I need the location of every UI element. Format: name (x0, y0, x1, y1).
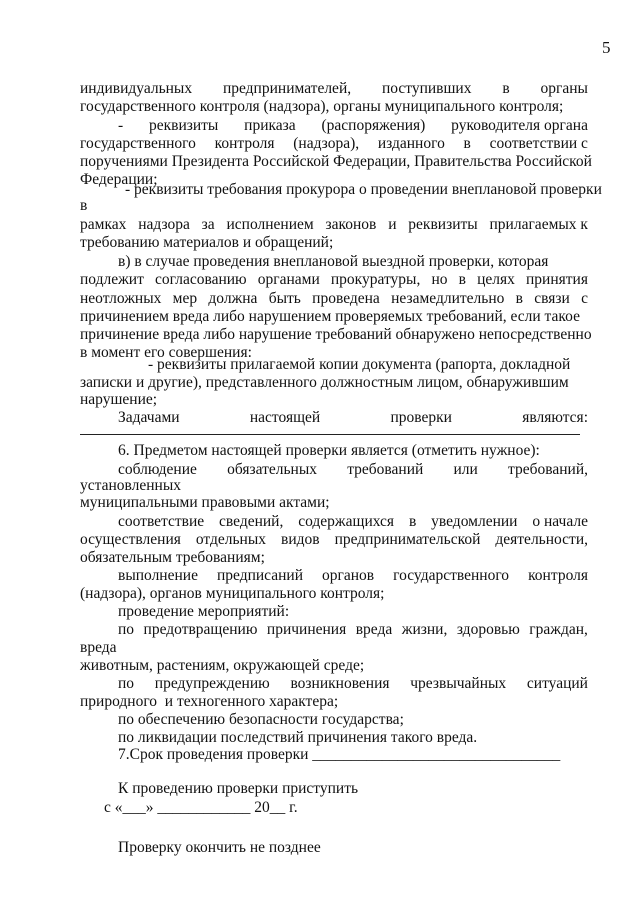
text-line (80, 271, 588, 289)
text-word: по (118, 675, 135, 692)
text-word: о начале (532, 513, 588, 530)
text-word: предпринимателей, (222, 80, 352, 97)
text-word: деятельности, (495, 531, 588, 548)
text-word: в (463, 135, 471, 152)
text-word: содержащихся (298, 513, 395, 530)
text-word: руководителя органа (451, 117, 588, 134)
text-word: быть (268, 290, 301, 307)
text-line: причинением вреда либо нарушением проверяемых требований, если такое (80, 308, 580, 325)
text-word: контроля (528, 567, 588, 584)
text-line: установленных (80, 477, 181, 494)
text-word: вреда (355, 621, 393, 638)
text-word: государственного (80, 135, 196, 152)
text-word: в (458, 271, 466, 288)
text-line: в) в случае проведения внеплановой выездной проверки, которая (118, 253, 549, 270)
text-word: ситуаций (526, 675, 588, 692)
text-word: должна (208, 290, 258, 307)
text-line (118, 567, 588, 585)
text-line: - реквизиты требования прокурора о проведении внеплановой проверки (125, 181, 602, 198)
text-line: К проведению проверки приступить (118, 780, 359, 797)
text-line: нарушение; (80, 391, 158, 408)
text-word: уведомлении (431, 513, 518, 530)
text-word: граждан, (529, 621, 588, 638)
text-line: муниципальными правовыми актами; (80, 494, 330, 511)
text-word: целях (477, 271, 515, 288)
text-word: приказа (244, 117, 296, 134)
text-line (80, 290, 588, 308)
text-word: причинения (266, 621, 347, 638)
text-word: надзора (138, 216, 190, 233)
text-word: но (431, 271, 448, 288)
text-word: выполнение (118, 567, 198, 584)
text-word: по (118, 621, 135, 638)
text-word: отдельных (195, 531, 267, 548)
text-line (118, 117, 588, 135)
text-word: неотложных (80, 290, 162, 307)
text-line: вреда (80, 639, 117, 656)
text-word: прокуратуры, (330, 271, 421, 288)
text-word: реквизиты (408, 216, 478, 233)
text-line (80, 135, 588, 153)
text-word: соблюдение (118, 461, 197, 478)
text-line: проведение мероприятий: (118, 603, 290, 620)
text-word: поступивших (381, 80, 472, 97)
text-word: Задачами (118, 409, 180, 426)
text-line (118, 513, 588, 531)
text-word: являются: (522, 409, 588, 426)
text-line: причинение вреда либо нарушение требований обнаружено непосредственно (80, 326, 592, 343)
text-word: предупреждению (154, 675, 270, 692)
text-line: требованию материалов и обращений; (80, 234, 334, 251)
text-line: по ликвидации последствий причинения такого вреда. (118, 729, 478, 746)
text-word: мер (172, 290, 198, 307)
text-word: законов (325, 216, 377, 233)
text-line: 6. Предметом настоящей проверки является (отметить нужное): (118, 442, 540, 459)
text-word: сведений, (219, 513, 284, 530)
text-word: соответствие (118, 513, 205, 530)
text-word: органами (257, 271, 320, 288)
text-word: исполнением (226, 216, 314, 233)
text-line: (надзора), органов муниципального контроля; (80, 585, 385, 602)
text-word: изданного (377, 135, 445, 152)
text-word: - (118, 117, 124, 134)
text-line: в момент его совершения: (80, 344, 252, 361)
text-word: и (388, 216, 397, 233)
blank-line (80, 434, 580, 435)
text-line (80, 80, 588, 98)
text-word: в (515, 290, 523, 307)
text-line: животным, растениям, окружающей среде; (80, 657, 365, 674)
text-word: с (581, 290, 588, 307)
text-line (80, 531, 588, 549)
text-word: требований, (508, 461, 588, 478)
text-word: возникновения (290, 675, 390, 692)
text-word: связи (534, 290, 570, 307)
text-line: записки и другие), представленного должностным лицом, обнаружившим (80, 374, 569, 391)
text-word: требований (347, 461, 424, 478)
text-word: чрезвычайных (410, 675, 507, 692)
text-word: за (201, 216, 215, 233)
text-line: в (80, 197, 88, 214)
text-word: обязательных (227, 461, 317, 478)
text-word: согласованию (155, 271, 247, 288)
text-word: в (502, 80, 510, 97)
text-word: (распоряжения) (321, 117, 426, 134)
text-line: - реквизиты прилагаемой копии документа (рапорта, докладной (148, 356, 571, 373)
text-word: в (408, 513, 417, 530)
text-line (80, 216, 588, 234)
page-number: 5 (602, 38, 611, 57)
text-line: государственного контроля (надзора), органы муниципального контроля; (80, 98, 564, 115)
text-word: подлежит (80, 271, 144, 288)
text-line (118, 461, 588, 479)
text-word: контроля (214, 135, 275, 152)
text-word: видов (281, 531, 320, 548)
text-word: государственного (393, 567, 510, 584)
text-word: предотвращению (143, 621, 258, 638)
text-word: жизни, (401, 621, 448, 638)
text-word: органов (322, 567, 375, 584)
text-line: Проверку окончить не позднее (118, 839, 321, 856)
text-line (118, 675, 588, 693)
text-word: проведена (312, 290, 380, 307)
text-word: (надзора), (293, 135, 360, 152)
text-word: незамедлительно (391, 290, 505, 307)
text-line (118, 621, 588, 639)
text-line: поручениями Президента Российской Федерации, Правительства Российской (80, 153, 592, 170)
text-word: индивидуальных (80, 80, 193, 97)
text-line: обязательным требованиям; (80, 549, 265, 566)
text-word: осуществления (80, 531, 181, 548)
text-word: принятия (526, 271, 588, 288)
text-word: настоящей (249, 409, 321, 426)
text-word: рамках (80, 216, 127, 233)
text-word: предписаний (216, 567, 303, 584)
text-word: прилагаемых к (489, 216, 588, 233)
text-line: по обеспечению безопасности государства; (118, 711, 404, 728)
text-line: 7.Срок проведения проверки ________________________________ (118, 746, 561, 763)
text-word: предпринимательской (334, 531, 481, 548)
text-word: органы (540, 80, 588, 97)
text-word: соответствии с (489, 135, 588, 152)
text-line: природного и техногенного характера; (80, 693, 339, 710)
text-word: здоровью (456, 621, 520, 638)
text-line: Федерации; (80, 171, 158, 188)
text-line: с «___» ____________ 20__ г. (104, 799, 298, 816)
text-line (118, 409, 588, 427)
text-word: или (453, 461, 478, 478)
text-word: проверки (390, 409, 452, 426)
text-word: реквизиты (148, 117, 219, 134)
